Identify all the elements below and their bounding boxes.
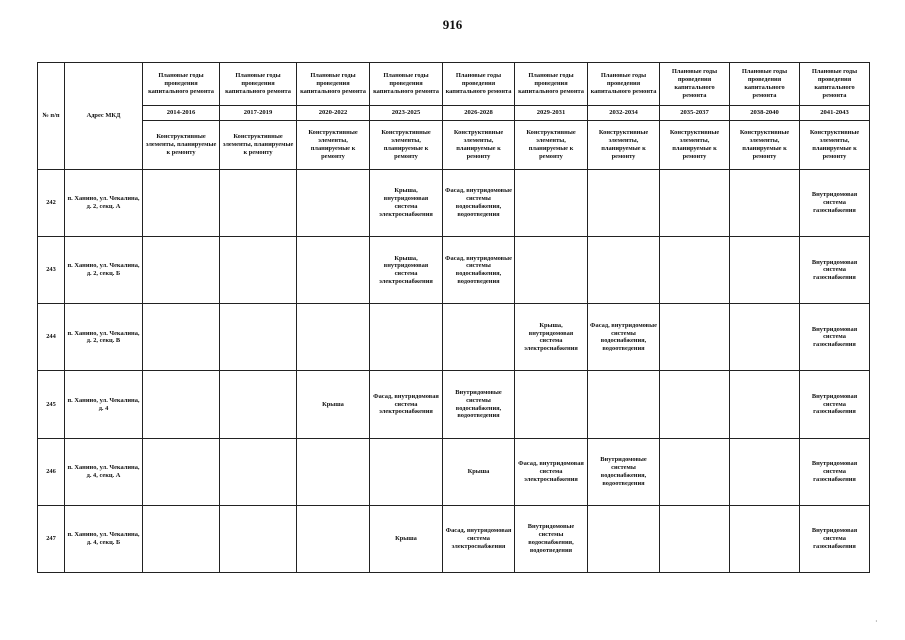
- period-years: 2026-2028: [443, 106, 515, 121]
- repair-cell: Фасад, внутридомовые системы водоснабжения, водоотведения: [443, 170, 515, 237]
- repair-cell: [220, 237, 297, 304]
- row-number: 242: [38, 170, 65, 237]
- elements-header: Конструктивные элементы, планируемые к ремонту: [515, 121, 588, 170]
- elements-header: Конструктивные элементы, планируемые к ремонту: [443, 121, 515, 170]
- row-number: 246: [38, 438, 65, 505]
- period-title: Плановые годы проведения капитального ремонта: [297, 63, 370, 106]
- elements-header: Конструктивные элементы, планируемые к ремонту: [143, 121, 220, 170]
- repair-cell: [515, 170, 588, 237]
- repair-cell: Внутридомовые системы водоснабжения, водоотведения: [443, 371, 515, 438]
- table-row: [38, 438, 870, 505]
- capital-repair-plan-table: [37, 62, 870, 573]
- period-title: Плановые годы проведения капитального ремонта: [588, 63, 660, 106]
- repair-cell: [588, 371, 660, 438]
- period-title: Плановые годы проведения капитального ремонта: [730, 63, 800, 106]
- repair-cell: [730, 237, 800, 304]
- repair-cell: [220, 304, 297, 371]
- page-number: 916: [442, 17, 463, 32]
- period-title: Плановые годы проведения капитального ремонта: [660, 63, 730, 106]
- scan-mark: ·: [875, 617, 878, 626]
- repair-cell: Внутридомовые системы водоснабжения, водоотведения: [588, 438, 660, 505]
- repair-cell: Крыша, внутридомовая система электроснабжения: [370, 237, 443, 304]
- row-address: п. Ханино, ул. Чекалина, д. 4: [65, 371, 143, 438]
- repair-cell: [660, 304, 730, 371]
- period-years: 2023-2025: [370, 106, 443, 121]
- repair-cell: Фасад, внутридомовые системы водоснабжения, водоотведения: [588, 304, 660, 371]
- repair-cell: [220, 505, 297, 572]
- elements-header: Конструктивные элементы, планируемые к ремонту: [800, 121, 870, 170]
- period-years: 2038-2040: [730, 106, 800, 121]
- repair-cell: [370, 438, 443, 505]
- repair-cell: Фасад, внутридомовая система электроснабжения: [515, 438, 588, 505]
- repair-cell: Внутридомовые системы водоснабжения, водоотведения: [515, 505, 588, 572]
- repair-cell: [143, 304, 220, 371]
- repair-cell: [143, 237, 220, 304]
- repair-cell: [297, 505, 370, 572]
- period-title: Плановые годы проведения капитального ремонта: [220, 63, 297, 106]
- repair-cell: Фасад, внутридомовая система электроснабжения: [443, 505, 515, 572]
- repair-cell: [515, 237, 588, 304]
- repair-cell: [143, 505, 220, 572]
- repair-cell: Крыша, внутридомовая система электроснабжения: [515, 304, 588, 371]
- repair-cell: Крыша: [370, 505, 443, 572]
- row-address: п. Ханино, ул. Чекалина, д. 2, секц. А: [65, 170, 143, 237]
- repair-cell: [588, 170, 660, 237]
- repair-cell: [220, 371, 297, 438]
- address-header: Адрес МКД: [65, 63, 143, 170]
- repair-cell: [370, 304, 443, 371]
- table-row: [38, 170, 870, 237]
- row-number: 247: [38, 505, 65, 572]
- repair-cell: [660, 371, 730, 438]
- repair-cell: Внутридомовая система газоснабжения: [800, 170, 870, 237]
- header-row-titles: [38, 63, 870, 106]
- period-title: Плановые годы проведения капитального ремонта: [800, 63, 870, 106]
- table-row: [38, 505, 870, 572]
- header-row-years: [38, 106, 870, 121]
- row-address: п. Ханино, ул. Чекалина, д. 4, секц. Б: [65, 505, 143, 572]
- repair-cell: Крыша: [297, 371, 370, 438]
- repair-cell: [297, 237, 370, 304]
- repair-cell: Внутридомовая система газоснабжения: [800, 438, 870, 505]
- repair-cell: Фасад, внутридомовые системы водоснабжения, водоотведения: [443, 237, 515, 304]
- repair-cell: [660, 505, 730, 572]
- repair-cell: [220, 438, 297, 505]
- repair-cell: Внутридомовая система газоснабжения: [800, 505, 870, 572]
- repair-cell: [730, 170, 800, 237]
- period-years: 2017-2019: [220, 106, 297, 121]
- elements-header: Конструктивные элементы, планируемые к ремонту: [220, 121, 297, 170]
- repair-cell: [730, 304, 800, 371]
- repair-cell: [660, 237, 730, 304]
- repair-cell: [515, 371, 588, 438]
- repair-cell: [660, 170, 730, 237]
- repair-cell: [143, 438, 220, 505]
- repair-cell: [143, 371, 220, 438]
- table-row: [38, 304, 870, 371]
- repair-cell: Крыша: [443, 438, 515, 505]
- header-row-elements: [38, 121, 870, 170]
- elements-header: Конструктивные элементы, планируемые к ремонту: [730, 121, 800, 170]
- table-row: [38, 237, 870, 304]
- repair-cell: [220, 170, 297, 237]
- repair-cell: Внутридомовая система газоснабжения: [800, 371, 870, 438]
- repair-cell: [297, 170, 370, 237]
- period-years: 2035-2037: [660, 106, 730, 121]
- repair-cell: [588, 505, 660, 572]
- elements-header: Конструктивные элементы, планируемые к ремонту: [297, 121, 370, 170]
- period-title: Плановые годы проведения капитального ремонта: [515, 63, 588, 106]
- row-address: п. Ханино, ул. Чекалина, д. 4, секц. А: [65, 438, 143, 505]
- period-years: 2032-2034: [588, 106, 660, 121]
- repair-cell: [730, 438, 800, 505]
- repair-cell: Фасад, внутридомовая система электроснабжения: [370, 371, 443, 438]
- repair-cell: [143, 170, 220, 237]
- row-address: п. Ханино, ул. Чекалина, д. 2, секц. Б: [65, 237, 143, 304]
- repair-cell: [660, 438, 730, 505]
- repair-cell: Внутридомовая система газоснабжения: [800, 237, 870, 304]
- period-years: 2041-2043: [800, 106, 870, 121]
- repair-cell: Крыша, внутридомовая система электроснабжения: [370, 170, 443, 237]
- repair-cell: [443, 304, 515, 371]
- row-number: 244: [38, 304, 65, 371]
- elements-header: Конструктивные элементы, планируемые к ремонту: [660, 121, 730, 170]
- repair-cell: [297, 438, 370, 505]
- repair-cell: Внутридомовая система газоснабжения: [800, 304, 870, 371]
- repair-cell: [730, 505, 800, 572]
- repair-cell: [730, 371, 800, 438]
- elements-header: Конструктивные элементы, планируемые к ремонту: [588, 121, 660, 170]
- num-header: № п/п: [38, 63, 65, 170]
- table-row: [38, 371, 870, 438]
- period-years: 2014-2016: [143, 106, 220, 121]
- repair-cell: [588, 237, 660, 304]
- repair-cell: [297, 304, 370, 371]
- period-years: 2020-2022: [297, 106, 370, 121]
- row-address: п. Ханино, ул. Чекалина, д. 2, секц. В: [65, 304, 143, 371]
- row-number: 245: [38, 371, 65, 438]
- period-title: Плановые годы проведения капитального ремонта: [443, 63, 515, 106]
- row-number: 243: [38, 237, 65, 304]
- period-title: Плановые годы проведения капитального ремонта: [143, 63, 220, 106]
- period-title: Плановые годы проведения капитального ремонта: [370, 63, 443, 106]
- period-years: 2029-2031: [515, 106, 588, 121]
- elements-header: Конструктивные элементы, планируемые к ремонту: [370, 121, 443, 170]
